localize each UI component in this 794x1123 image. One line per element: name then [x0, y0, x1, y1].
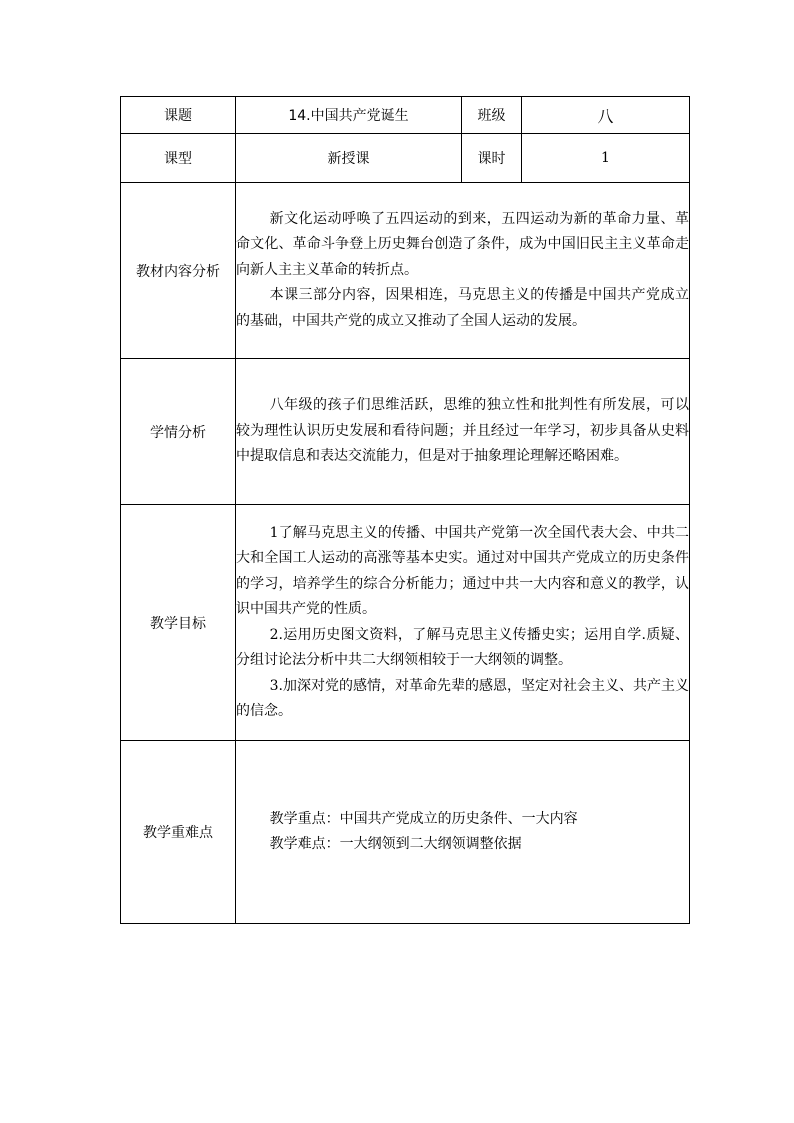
lesson-plan-sheet [120, 96, 689, 924]
textbook-analysis-content [236, 183, 690, 359]
students-paragraph: 八年级的孩子们思维活跃，思维的独立性和批判性有所发展，可以较为理性认识历史发展和看待问题；并且经过一年学习，初步具备从史料中提取信息和表达交流能力，但是对于抽象理论理解还略困难。 [236, 397, 689, 465]
key-points-content [236, 741, 690, 924]
goal-paragraph: 3.加深对党的感情，对革命先辈的感恩，坚定对社会主义、共产主义的信念。 [236, 677, 689, 719]
hours-label: 课时 [462, 134, 522, 183]
difficult-point-paragraph: 教学难点：一大纲领到二大纲领调整依据 [269, 836, 522, 852]
table-row [121, 97, 690, 134]
table-row [121, 741, 690, 924]
textbook-paragraph: 新文化运动呼唤了五四运动的到来，五四运动为新的革命力量、革命文化、革命斗争登上历史舞台创造了条件，成为中国旧民主主义革命走向新人主主义革命的转折点。 [236, 210, 689, 278]
topic-value: 14.中国共产党诞生 [236, 97, 462, 134]
table-row [121, 359, 690, 505]
key-points-label: 教学重难点 [121, 741, 236, 924]
topic-label: 课题 [121, 97, 236, 134]
hours-value: 1 [522, 134, 690, 183]
teaching-goals-content [236, 505, 690, 741]
type-label: 课型 [121, 134, 236, 183]
student-analysis-content [236, 359, 690, 505]
key-point-paragraph: 教学重点：中国共产党成立的历史条件、一大内容 [269, 810, 578, 827]
class-value: 八 [522, 97, 690, 134]
table-row [121, 183, 690, 359]
table-row [121, 134, 690, 183]
textbook-paragraph: 本课三部分内容，因果相连，马克思主义的传播是中国共产党成立的基础，中国共产党的成立又推动了全国人运动的发展。 [236, 287, 689, 329]
goal-paragraph: 1了解马克思主义的传播、中国共产党第一次全国代表大会、中共二大和全国工人运动的高涨等基本史实。通过对中国共产党成立的历史条件的学习，培养学生的综合分析能力；通过中共一大内容和意义的教学，认识中国共产党的性质。 [236, 524, 689, 617]
goal-paragraph: 2.运用历史图文资料，了解马克思主义传播史实；运用自学.质疑、分组讨论法分析中共二大纲领相较于一大纲领的调整。 [236, 626, 689, 668]
student-analysis-label: 学情分析 [121, 359, 236, 505]
lesson-plan-table [120, 96, 690, 924]
teaching-goals-label: 教学目标 [121, 505, 236, 741]
class-label: 班级 [462, 97, 522, 134]
table-row [121, 505, 690, 741]
textbook-analysis-label: 教材内容分析 [121, 183, 236, 359]
type-value: 新授课 [236, 134, 462, 183]
